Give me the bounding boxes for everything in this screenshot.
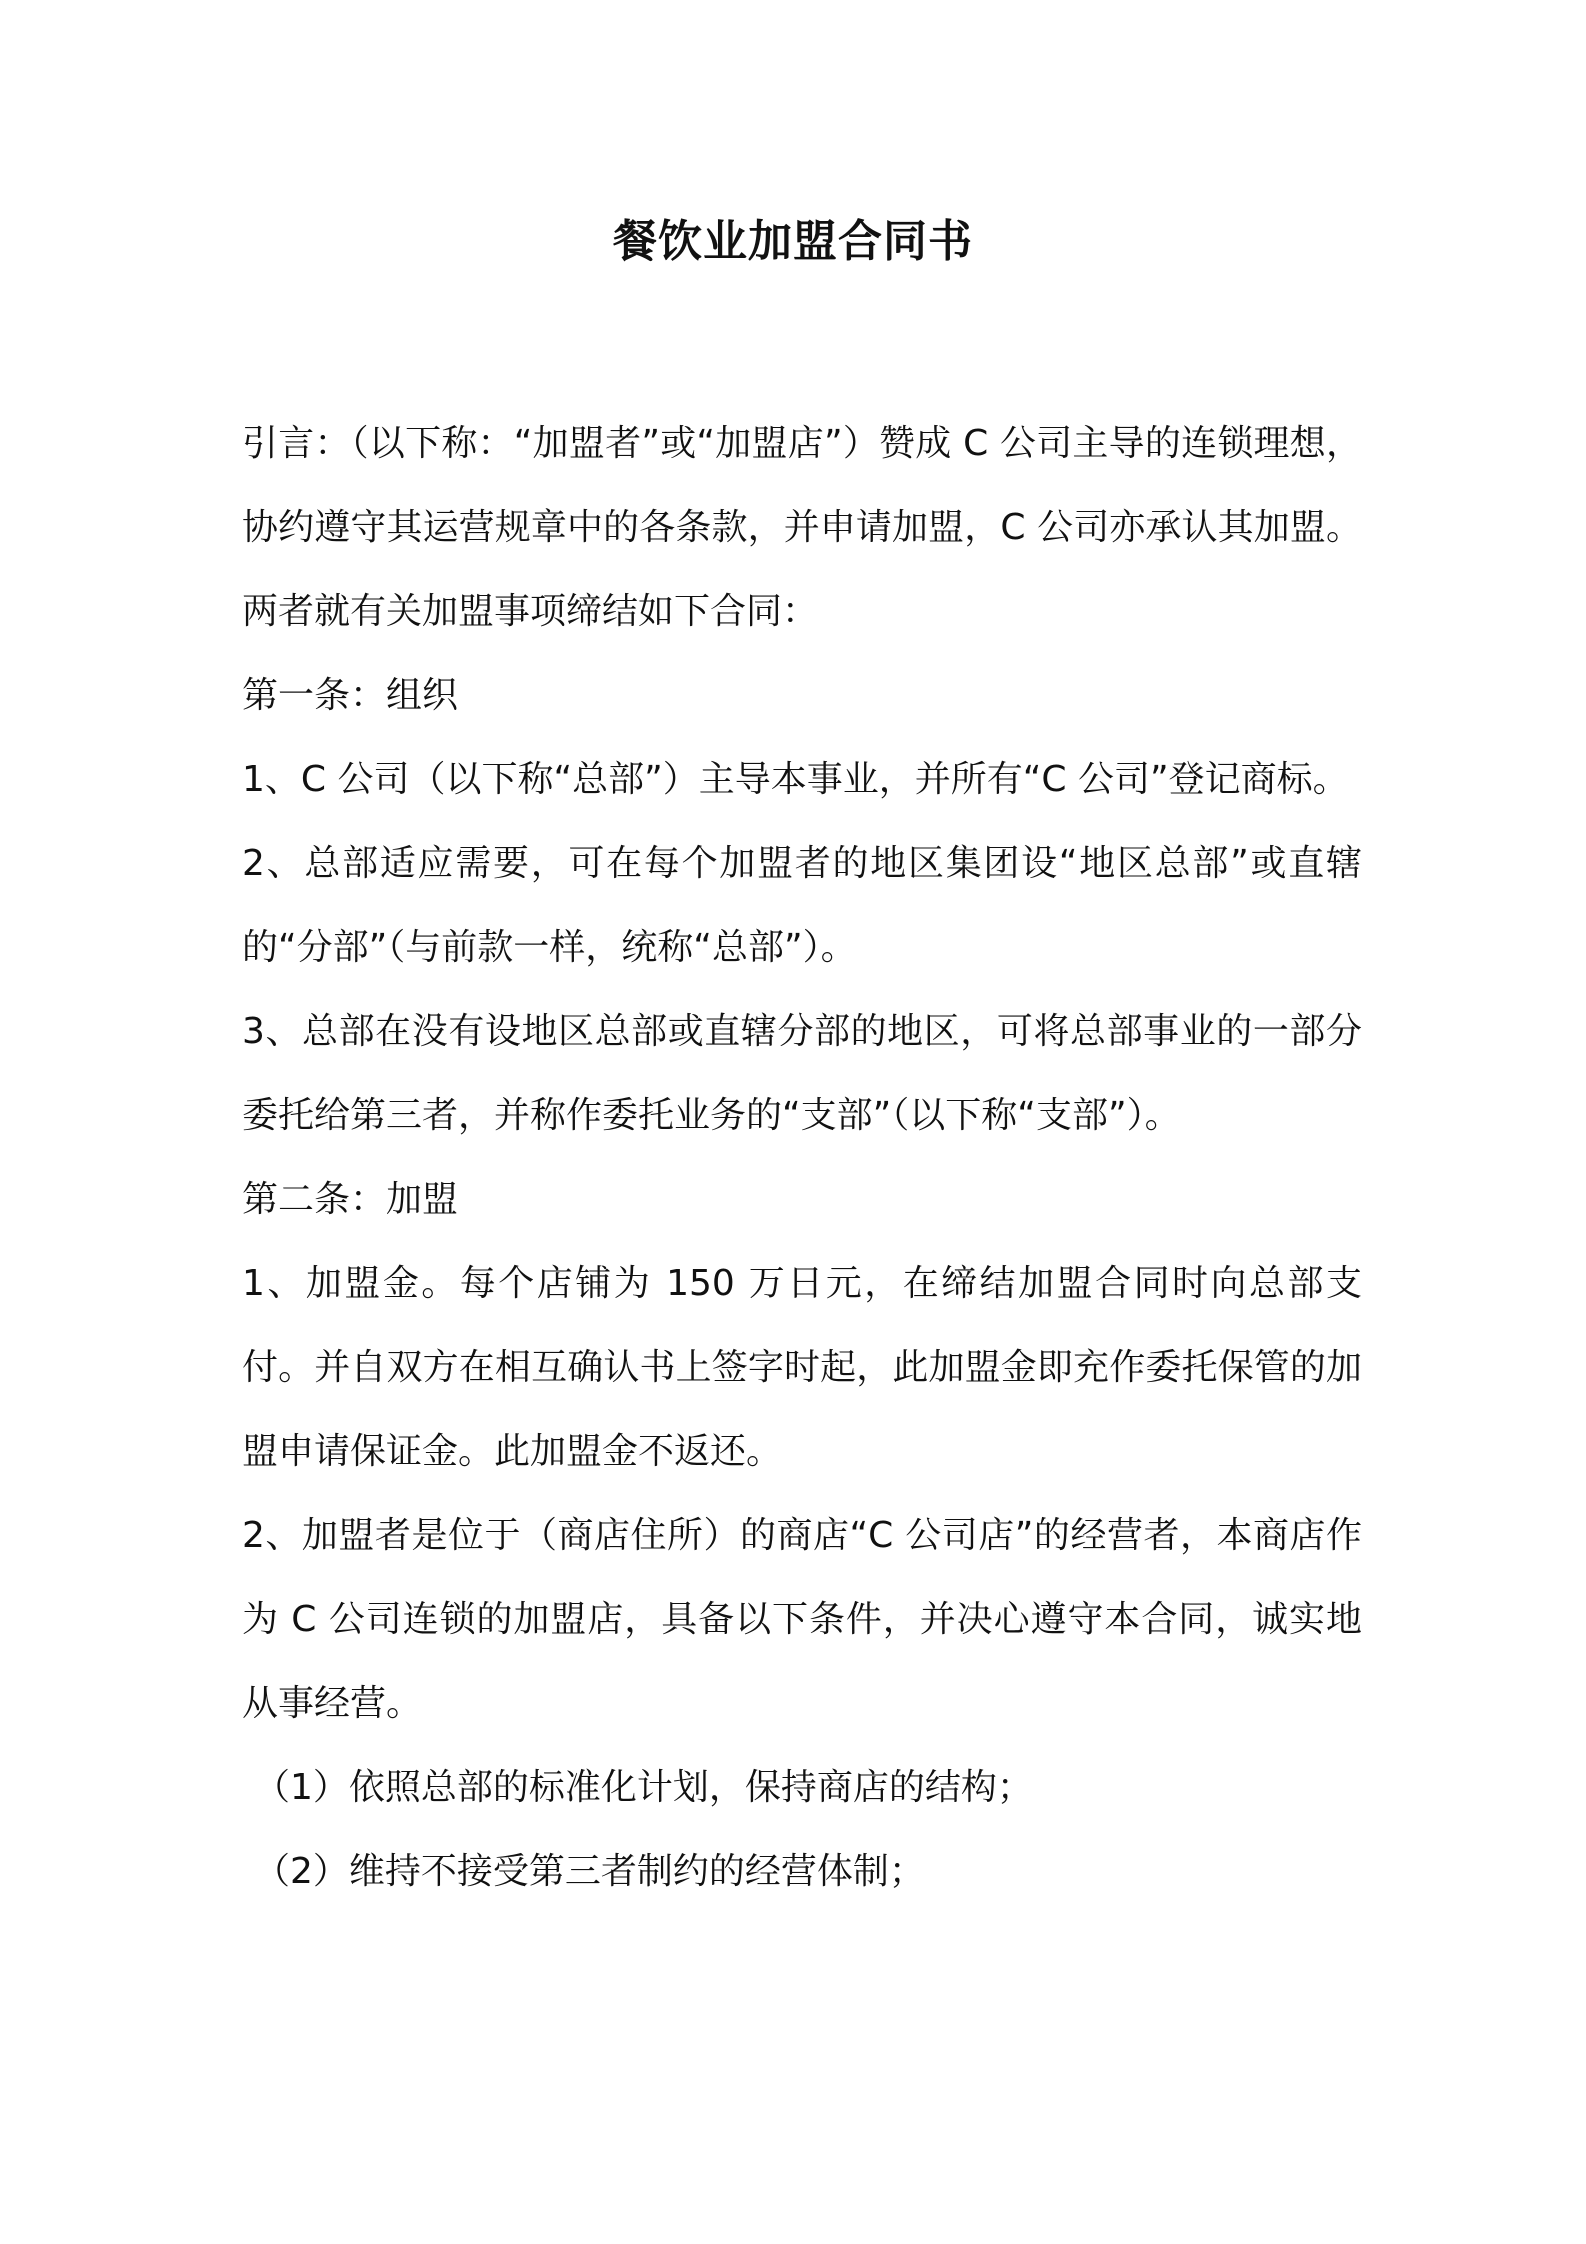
article-1-heading: 第一条：组织 xyxy=(242,675,459,716)
article-2-clause-1: 1、加盟金。每个店铺为 150 万日元，在缔结加盟合同时向总部支付。并自双方在相互确认书上签字时起，此加盟金即充作委托保管的加盟申请保证金。此加盟金不返还。 xyxy=(242,1263,1362,1472)
article-2-heading: 第二条：加盟 xyxy=(242,1179,459,1220)
document-body xyxy=(242,402,1362,1914)
article-2-clause-2: 2、加盟者是位于（商店住所）的商店“C 公司店”的经营者，本商店作为 C 公司连锁的加盟店，具备以下条件，并决心遵守本合同，诚实地从事经营。 xyxy=(242,1515,1362,1724)
article-2-condition-1: （1）依照总部的标准化计划，保持商店的结构； xyxy=(254,1767,1033,1808)
intro-paragraph: 引言：（以下称：“加盟者”或“加盟店”）赞成 C 公司主导的连锁理想，协约遵守其运营规章中的各条款，并申请加盟，C 公司亦承认其加盟。两者就有关加盟事项缔结如下合同： xyxy=(242,423,1362,632)
article-1-clause-3: 3、总部在没有设地区总部或直辖分部的地区，可将总部事业的一部分委托给第三者，并称作委托业务的“支部”（以下称“支部”）。 xyxy=(242,1011,1362,1136)
article-2-condition-2: （2）维持不接受第三者制约的经营体制； xyxy=(254,1851,925,1892)
article-1-clause-2: 2、总部适应需要，可在每个加盟者的地区集团设“地区总部”或直辖的“分部”（与前款一样，统称“总部”）。 xyxy=(242,843,1362,968)
article-1-clause-1: 1、C 公司（以下称“总部”）主导本事业，并所有“C 公司”登记商标。 xyxy=(242,759,1349,800)
document-title: 餐饮业加盟合同书 xyxy=(613,216,973,267)
